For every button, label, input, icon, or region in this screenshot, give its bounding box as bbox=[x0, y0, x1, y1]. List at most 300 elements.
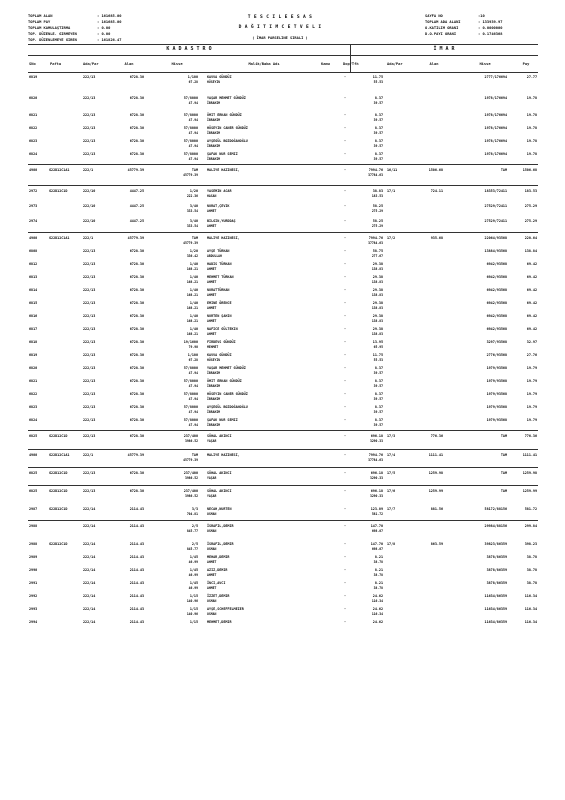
owner-father-name: YAŞAR bbox=[207, 475, 217, 480]
owner-father-name: YAŞAR bbox=[207, 438, 217, 443]
imar-share: 13884/93568 bbox=[484, 249, 507, 253]
imar-area: 1259.98 bbox=[428, 471, 443, 475]
imar-pay: 32.97 bbox=[526, 340, 537, 344]
parcel-ada-par: 222/1 bbox=[83, 168, 94, 172]
share-area: 333.54 bbox=[186, 223, 198, 228]
owner-name: AYŞEGÜL BOZDOĞANOĞLU bbox=[207, 139, 248, 143]
tfh-value: 39.57 bbox=[373, 156, 383, 161]
imar-pay: 299.84 bbox=[524, 524, 537, 528]
parcel-area: 6728.30 bbox=[129, 379, 144, 383]
parcel-pafta: G22D12C1A1 bbox=[49, 168, 70, 172]
kamu-value: - bbox=[344, 524, 347, 528]
owner-father-name: İBRAHIM bbox=[207, 117, 221, 122]
tfh-value: 39.57 bbox=[373, 100, 383, 105]
share-fraction: 57/8000 bbox=[183, 392, 198, 396]
owner-name: NECAH,NURTEN bbox=[207, 507, 232, 511]
tfh-value: 277.67 bbox=[371, 253, 383, 258]
owner-name: MEHAR,DEMIR bbox=[207, 555, 230, 559]
tfh-value: 37784.63 bbox=[368, 457, 383, 462]
kamu-value: - bbox=[344, 418, 347, 422]
tfh-value: 698.07 bbox=[371, 528, 383, 533]
imar-pay: 27.77 bbox=[526, 75, 537, 79]
share-fraction: 1/100 bbox=[187, 353, 198, 357]
tfh-value: 116.34 bbox=[371, 611, 383, 616]
parcel-ada-par: 222/13 bbox=[83, 314, 96, 318]
share-fraction: 237/400 bbox=[183, 489, 198, 493]
parcel-sno: 6820 bbox=[29, 96, 38, 100]
imar-pay: 19.79 bbox=[526, 405, 537, 409]
column-header-imar-alan: Alan bbox=[429, 62, 439, 66]
summary-label: TOPLAM KAMULAŞTIRMA bbox=[28, 26, 71, 30]
parcel-ada-par: 222/13 bbox=[83, 379, 96, 383]
imar-pay: 27.76 bbox=[526, 353, 537, 357]
parcel-area: 45779.39 bbox=[127, 168, 144, 172]
tfh-value: 37784.63 bbox=[368, 240, 383, 245]
owner-name: MALIYE HAZINESI, bbox=[207, 236, 240, 240]
share-fraction: 3/40 bbox=[189, 204, 198, 208]
parcel-sno: 6818 bbox=[29, 340, 38, 344]
parcel-sno: 2990 bbox=[29, 568, 38, 572]
dop-value: 8.21 bbox=[374, 581, 383, 585]
parcel-sno: 6821 bbox=[29, 379, 38, 383]
share-area: 168.21 bbox=[186, 318, 198, 323]
owner-father-name: OSMAN bbox=[207, 598, 217, 603]
imar-share: 6942/93568 bbox=[486, 301, 507, 305]
share-area: 140.96 bbox=[186, 611, 198, 616]
imar-pay: 116.34 bbox=[524, 594, 537, 598]
parcel-sno: 6825 bbox=[29, 434, 38, 438]
kamu-value: - bbox=[344, 189, 347, 193]
summary-value: : 161826.47 bbox=[97, 38, 122, 42]
imar-ada-par: 16/11 bbox=[387, 168, 398, 172]
parcel-area: 6728.30 bbox=[129, 113, 144, 117]
parcel-area: 6728.30 bbox=[129, 418, 144, 422]
imar-share: 3878/86359 bbox=[486, 555, 507, 559]
imar-pay: 220.64 bbox=[524, 236, 537, 240]
parcel-area: 45779.39 bbox=[127, 453, 144, 457]
parcel-area: 2114.43 bbox=[129, 524, 144, 528]
kamu-value: - bbox=[344, 288, 347, 292]
tfh-value: 138.83 bbox=[371, 266, 383, 271]
imar-share: 1978/176694 bbox=[484, 96, 507, 100]
kamu-value: - bbox=[344, 507, 347, 511]
parcel-sno: 6816 bbox=[29, 314, 38, 318]
imar-ada-par: 17/4 bbox=[387, 453, 396, 457]
imar-share: 1978/176694 bbox=[484, 152, 507, 156]
tfh-value: 38.78 bbox=[373, 572, 383, 577]
owner-name: AYŞEGÜL BOZDOĞANOĞLU bbox=[207, 405, 248, 409]
share-area: 140.96 bbox=[186, 598, 198, 603]
share-fraction: 1/45 bbox=[189, 568, 198, 572]
owner-name: MALIYE HAZINESI, bbox=[207, 168, 240, 172]
parcel-ada-par: 222/14 bbox=[83, 542, 96, 546]
share-area: 3986.52 bbox=[184, 438, 198, 443]
owner-name: KAVVA GÜNDÜZ bbox=[207, 75, 232, 79]
tfh-value: 39.57 bbox=[373, 422, 383, 427]
owner-father-name: AHMET bbox=[207, 279, 217, 284]
parcel-ada-par: 222/13 bbox=[83, 366, 96, 370]
share-area: 45779.39 bbox=[183, 172, 198, 177]
parcel-sno: 6819 bbox=[29, 353, 38, 357]
dop-value: 29.38 bbox=[372, 262, 383, 266]
parcel-sno: 6825 bbox=[29, 489, 38, 493]
share-area: 47.94 bbox=[188, 143, 198, 148]
share-area: 168.21 bbox=[186, 266, 198, 271]
imar-pay: 116.34 bbox=[524, 620, 537, 624]
summary-value: : 161685.00 bbox=[97, 14, 122, 18]
kamu-value: - bbox=[344, 75, 347, 79]
imar-pay: 581.72 bbox=[524, 507, 537, 511]
parcel-ada-par: 222/10 bbox=[83, 189, 96, 193]
dop-value: 8.37 bbox=[374, 96, 383, 100]
dop-value: 29.38 bbox=[372, 314, 383, 318]
share-fraction: 57/8000 bbox=[183, 113, 198, 117]
parcel-area: 6728.30 bbox=[129, 392, 144, 396]
imar-share: 6942/93568 bbox=[486, 288, 507, 292]
rule-line bbox=[28, 44, 538, 45]
imar-share: 39823/86359 bbox=[484, 542, 507, 546]
summary-label: O.KATILIM ORANI bbox=[425, 26, 459, 30]
dop-value: 29.38 bbox=[372, 301, 383, 305]
owner-name: ÜMIT ERKAN GÜNDÜZ bbox=[207, 379, 242, 383]
imar-area: 1111.41 bbox=[428, 453, 443, 457]
summary-value: : 0.00 bbox=[97, 26, 111, 30]
parcel-sno: 6822 bbox=[29, 126, 38, 130]
dop-value: 24.62 bbox=[372, 620, 383, 624]
kamu-value: - bbox=[344, 489, 347, 493]
owner-name: KAVVA GÜNDÜZ bbox=[207, 353, 232, 357]
imar-share: 11634/86359 bbox=[484, 594, 507, 598]
imar-share: 6942/93568 bbox=[486, 262, 507, 266]
parcel-ada-par: 222/13 bbox=[83, 288, 96, 292]
kamu-value: - bbox=[344, 542, 347, 546]
dop-value: 696.18 bbox=[370, 489, 383, 493]
imar-share: 6942/93568 bbox=[486, 314, 507, 318]
tfh-value: 55.53 bbox=[373, 79, 383, 84]
parcel-ada-par: 222/13 bbox=[83, 75, 96, 79]
column-header-alan: Alan bbox=[124, 62, 134, 66]
dop-value: 58.75 bbox=[372, 249, 383, 253]
imar-share: TAM bbox=[500, 168, 507, 172]
summary-label: TOP. DÜZENLE. GIRMEYEN bbox=[28, 32, 77, 36]
imar-share: 2776/93568 bbox=[486, 353, 507, 357]
parcel-area: 45779.39 bbox=[127, 236, 144, 240]
section-kadastro: K A D A S T R O bbox=[166, 46, 212, 52]
parcel-area: 6728.30 bbox=[129, 327, 144, 331]
owner-name: ŞAFAK NUR SEMIZ bbox=[207, 418, 238, 422]
share-area: 45779.39 bbox=[183, 240, 198, 245]
parcel-area: 6728.30 bbox=[129, 249, 144, 253]
imar-pay: 19.78 bbox=[526, 139, 537, 143]
owner-father-name: İBRAHIM bbox=[207, 100, 221, 105]
tfh-value: 39.57 bbox=[373, 117, 383, 122]
parcel-pafta: G22D12C1A1 bbox=[49, 236, 70, 240]
parcel-sno: 6813 bbox=[29, 275, 38, 279]
imar-pay: 1259.99 bbox=[522, 489, 537, 493]
imar-pay: 19.78 bbox=[526, 113, 537, 117]
rule-line bbox=[28, 449, 538, 450]
imar-share: 1979/93568 bbox=[486, 379, 507, 383]
tfh-value: 138.83 bbox=[371, 292, 383, 297]
share-fraction: 1/40 bbox=[189, 301, 198, 305]
owner-father-name: İBRAHIM bbox=[207, 422, 221, 427]
share-area: 46.99 bbox=[188, 559, 198, 564]
parcel-sno: 6808 bbox=[29, 249, 38, 253]
document-title: T E S C I L E E S A S bbox=[247, 15, 313, 20]
parcel-area: 6728.30 bbox=[129, 301, 144, 305]
imar-ada-par: 17/6 bbox=[387, 489, 396, 493]
kamu-value: - bbox=[344, 204, 347, 208]
dop-value: 8.37 bbox=[374, 366, 383, 370]
kamu-value: - bbox=[344, 275, 347, 279]
owner-name: AZIZ,DEMIR bbox=[207, 568, 228, 572]
imar-ada-par: 17/2 bbox=[387, 236, 396, 240]
dop-value: 8.37 bbox=[374, 405, 383, 409]
tfh-value: 3290.33 bbox=[369, 493, 383, 498]
parcel-ada-par: 222/1 bbox=[83, 453, 94, 457]
dop-value: 8.21 bbox=[374, 555, 383, 559]
parcel-area: 2114.43 bbox=[129, 607, 144, 611]
imar-ada-par: 17/1 bbox=[387, 189, 396, 193]
imar-pay: 19.79 bbox=[526, 392, 537, 396]
summary-label: SAYFA NO bbox=[425, 14, 443, 18]
owner-name: YAŞAR MEHMET GÜNDÜZ bbox=[207, 96, 246, 100]
parcel-sno: 2989 bbox=[29, 555, 38, 559]
owner-father-name: İBRAHIM bbox=[207, 130, 221, 135]
owner-father-name: AHMET bbox=[207, 572, 217, 577]
dop-value: 8.37 bbox=[374, 152, 383, 156]
tfh-value: 3290.33 bbox=[369, 475, 383, 480]
column-header-ada-par: Ada/Par bbox=[83, 62, 99, 66]
tfh-value: 581.72 bbox=[371, 511, 383, 516]
owner-father-name: İBRAHIM bbox=[207, 156, 221, 161]
parcel-sno: 6824 bbox=[29, 418, 38, 422]
parcel-ada-par: 222/14 bbox=[83, 568, 96, 572]
kamu-value: - bbox=[344, 219, 347, 223]
parcel-ada-par: 222/13 bbox=[83, 275, 96, 279]
parcel-ada-par: 222/14 bbox=[83, 607, 96, 611]
dop-value: 8.37 bbox=[374, 418, 383, 422]
column-header-imar-hisse: Hisse bbox=[479, 62, 491, 66]
dop-value: 7994.76 bbox=[368, 168, 383, 172]
parcel-area: 4447.25 bbox=[129, 219, 144, 223]
kamu-value: - bbox=[344, 340, 347, 344]
kamu-value: - bbox=[344, 236, 347, 240]
kamu-value: - bbox=[344, 113, 347, 117]
tfh-value: 116.34 bbox=[371, 598, 383, 603]
share-fraction: 57/8000 bbox=[183, 405, 198, 409]
kamu-value: - bbox=[344, 249, 347, 253]
parcel-ada-par: 222/10 bbox=[83, 204, 96, 208]
parcel-ada-par: 222/14 bbox=[83, 555, 96, 559]
column-header-sno: SNo bbox=[29, 62, 36, 66]
owner-father-name: ABDULLAH bbox=[207, 253, 222, 258]
sort-note: ( İMAR PARSELINE SIRALI ) bbox=[252, 36, 308, 40]
share-area: 45779.39 bbox=[183, 457, 198, 462]
owner-name: ŞAFAK NUR SEMIZ bbox=[207, 152, 238, 156]
rule-line bbox=[28, 55, 538, 56]
kamu-value: - bbox=[344, 581, 347, 585]
share-area: 333.54 bbox=[186, 208, 198, 213]
owner-father-name: OSMAN bbox=[207, 511, 217, 516]
owner-father-name: AHMET bbox=[207, 559, 217, 564]
kamu-value: - bbox=[344, 353, 347, 357]
dop-value: 8.37 bbox=[374, 379, 383, 383]
imar-share: 27529/72411 bbox=[484, 204, 507, 208]
summary-label: TOPLAM PAY bbox=[28, 20, 51, 24]
share-fraction: TAM bbox=[191, 236, 198, 240]
owner-name: İSRAFIL,DEMIR bbox=[207, 542, 234, 546]
share-fraction: 57/8000 bbox=[183, 418, 198, 422]
imar-share: 2777/176694 bbox=[484, 75, 507, 79]
column-header-pay: Pay bbox=[522, 62, 530, 66]
parcel-ada-par: 222/13 bbox=[83, 418, 96, 422]
parcel-area: 4447.25 bbox=[129, 189, 144, 193]
imar-share: 27529/72411 bbox=[484, 219, 507, 223]
parcel-sno: 6817 bbox=[29, 327, 38, 331]
kamu-value: - bbox=[344, 126, 347, 130]
parcel-sno: 6823 bbox=[29, 405, 38, 409]
share-area: 47.94 bbox=[188, 370, 198, 375]
imar-share: TAM bbox=[500, 434, 507, 438]
parcel-ada-par: 222/13 bbox=[83, 301, 96, 305]
owner-name: SÜHAL AKINCI bbox=[207, 471, 232, 475]
share-fraction: 57/8000 bbox=[183, 366, 198, 370]
summary-value: : 161685.00 bbox=[97, 20, 122, 24]
parcel-ada-par: 222/14 bbox=[83, 594, 96, 598]
parcel-area: 6728.30 bbox=[129, 275, 144, 279]
tfh-value: 275.29 bbox=[371, 208, 383, 213]
imar-share: 58172/88156 bbox=[484, 507, 507, 511]
tfh-value: 55.53 bbox=[373, 357, 383, 362]
imar-pay: 1111.41 bbox=[522, 453, 537, 457]
parcel-area: 2114.43 bbox=[129, 555, 144, 559]
imar-share: 3878/86359 bbox=[486, 568, 507, 572]
share-fraction: 1/45 bbox=[189, 555, 198, 559]
tfh-value: 39.57 bbox=[373, 383, 383, 388]
parcel-ada-par: 222/13 bbox=[83, 405, 96, 409]
imar-area: 935.68 bbox=[430, 236, 443, 240]
share-area: 222.36 bbox=[186, 193, 198, 198]
dop-value: 123.09 bbox=[370, 507, 383, 511]
share-fraction: 1/45 bbox=[189, 581, 198, 585]
parcel-area: 6728.30 bbox=[129, 353, 144, 357]
owner-father-name: AHMET bbox=[207, 223, 217, 228]
owner-name: İZZET,DEMIR bbox=[207, 594, 230, 598]
parcel-area: 6728.30 bbox=[129, 75, 144, 79]
rule-line bbox=[28, 185, 538, 186]
imar-pay: 19.79 bbox=[526, 418, 537, 422]
share-area: 168.21 bbox=[186, 292, 198, 297]
parcel-sno: 6819 bbox=[29, 75, 38, 79]
dop-value: 11.75 bbox=[372, 75, 383, 79]
parcel-area: 2114.43 bbox=[129, 594, 144, 598]
imar-pay: 275.29 bbox=[524, 219, 537, 223]
share-fraction: 3/3 bbox=[191, 507, 198, 511]
share-area: 47.94 bbox=[188, 117, 198, 122]
share-area: 46.99 bbox=[188, 585, 198, 590]
owner-name: MALIYE HAZINESI, bbox=[207, 453, 240, 457]
parcel-area: 6728.30 bbox=[129, 340, 144, 344]
owner-father-name: AHMET bbox=[207, 331, 217, 336]
imar-share: 6942/93568 bbox=[486, 327, 507, 331]
imar-pay: 275.29 bbox=[524, 204, 537, 208]
parcel-ada-par: 222/10 bbox=[83, 219, 96, 223]
summary-label: D.O.PAYI ORANI bbox=[425, 32, 457, 36]
parcel-ada-par: 222/13 bbox=[83, 392, 96, 396]
dop-value: 8.21 bbox=[374, 568, 383, 572]
imar-area: 1506.68 bbox=[428, 168, 443, 172]
owner-name: ÜMIT ERKAN GÜNDÜZ bbox=[207, 113, 242, 117]
share-area: 845.77 bbox=[186, 546, 198, 551]
parcel-sno: 4900 bbox=[29, 236, 38, 240]
tfh-value: 39.57 bbox=[373, 396, 383, 401]
imar-share: 1979/93568 bbox=[486, 418, 507, 422]
kamu-value: - bbox=[344, 379, 347, 383]
imar-pay: 19.78 bbox=[526, 126, 537, 130]
parcel-pafta: G22D12C1D bbox=[49, 189, 68, 193]
dop-value: 24.62 bbox=[372, 594, 383, 598]
parcel-sno: 4900 bbox=[29, 453, 38, 457]
rule-line bbox=[28, 485, 538, 486]
parcel-area: 6728.30 bbox=[129, 434, 144, 438]
owner-father-name: İBRAHIM bbox=[207, 370, 221, 375]
tfh-value: 698.07 bbox=[371, 546, 383, 551]
tfh-value: 3290.33 bbox=[369, 438, 383, 443]
parcel-area: 6728.30 bbox=[129, 152, 144, 156]
rule-line bbox=[28, 232, 538, 233]
dop-value: 29.38 bbox=[372, 288, 383, 292]
kamu-value: - bbox=[344, 262, 347, 266]
column-header-kamu: Kamu bbox=[321, 62, 330, 66]
owner-father-name: MEHMET bbox=[207, 344, 219, 349]
imar-ada-par: 17/8 bbox=[387, 542, 396, 546]
parcel-sno: 2988 bbox=[29, 524, 38, 528]
summary-label: TOPLAM ALAN bbox=[28, 14, 53, 18]
share-fraction: 237/400 bbox=[183, 471, 198, 475]
owner-name: FIRDEVS GÜNDÜZ bbox=[207, 340, 236, 344]
imar-share: 1978/176694 bbox=[484, 126, 507, 130]
imar-share: 22064/93568 bbox=[484, 236, 507, 240]
parcel-sno: 2991 bbox=[29, 581, 38, 585]
imar-pay: 776.36 bbox=[524, 434, 537, 438]
dop-value: 24.62 bbox=[372, 607, 383, 611]
imar-share: TAM bbox=[500, 489, 507, 493]
imar-pay: 38.78 bbox=[526, 581, 537, 585]
owner-name: NURTEN ŞAHIN bbox=[207, 314, 232, 318]
parcel-area: 2114.43 bbox=[129, 581, 144, 585]
imar-area: 863.59 bbox=[430, 542, 443, 546]
imar-pay: 138.84 bbox=[524, 249, 537, 253]
dop-value: 38.83 bbox=[372, 189, 383, 193]
summary-value: : 133939.97 bbox=[478, 20, 503, 24]
kamu-value: - bbox=[344, 314, 347, 318]
kamu-value: - bbox=[344, 568, 347, 572]
parcel-area: 6728.30 bbox=[129, 366, 144, 370]
dop-value: 147.70 bbox=[370, 524, 383, 528]
parcel-sno: 2988 bbox=[29, 542, 38, 546]
rule-divider bbox=[350, 44, 351, 72]
parcel-sno: 6820 bbox=[29, 366, 38, 370]
owner-name: YAŞAR MEHMET GÜNDÜZ bbox=[207, 366, 246, 370]
summary-value: : 0.0000000 bbox=[478, 26, 503, 30]
parcel-ada-par: 222/13 bbox=[83, 126, 96, 130]
parcel-ada-par: 222/13 bbox=[83, 471, 96, 475]
owner-name: NAFICE GÜLTEKIN bbox=[207, 327, 238, 331]
parcel-ada-par: 222/13 bbox=[83, 489, 96, 493]
owner-father-name: AHMET bbox=[207, 305, 217, 310]
owner-father-name: İBRAHIM bbox=[207, 396, 221, 401]
